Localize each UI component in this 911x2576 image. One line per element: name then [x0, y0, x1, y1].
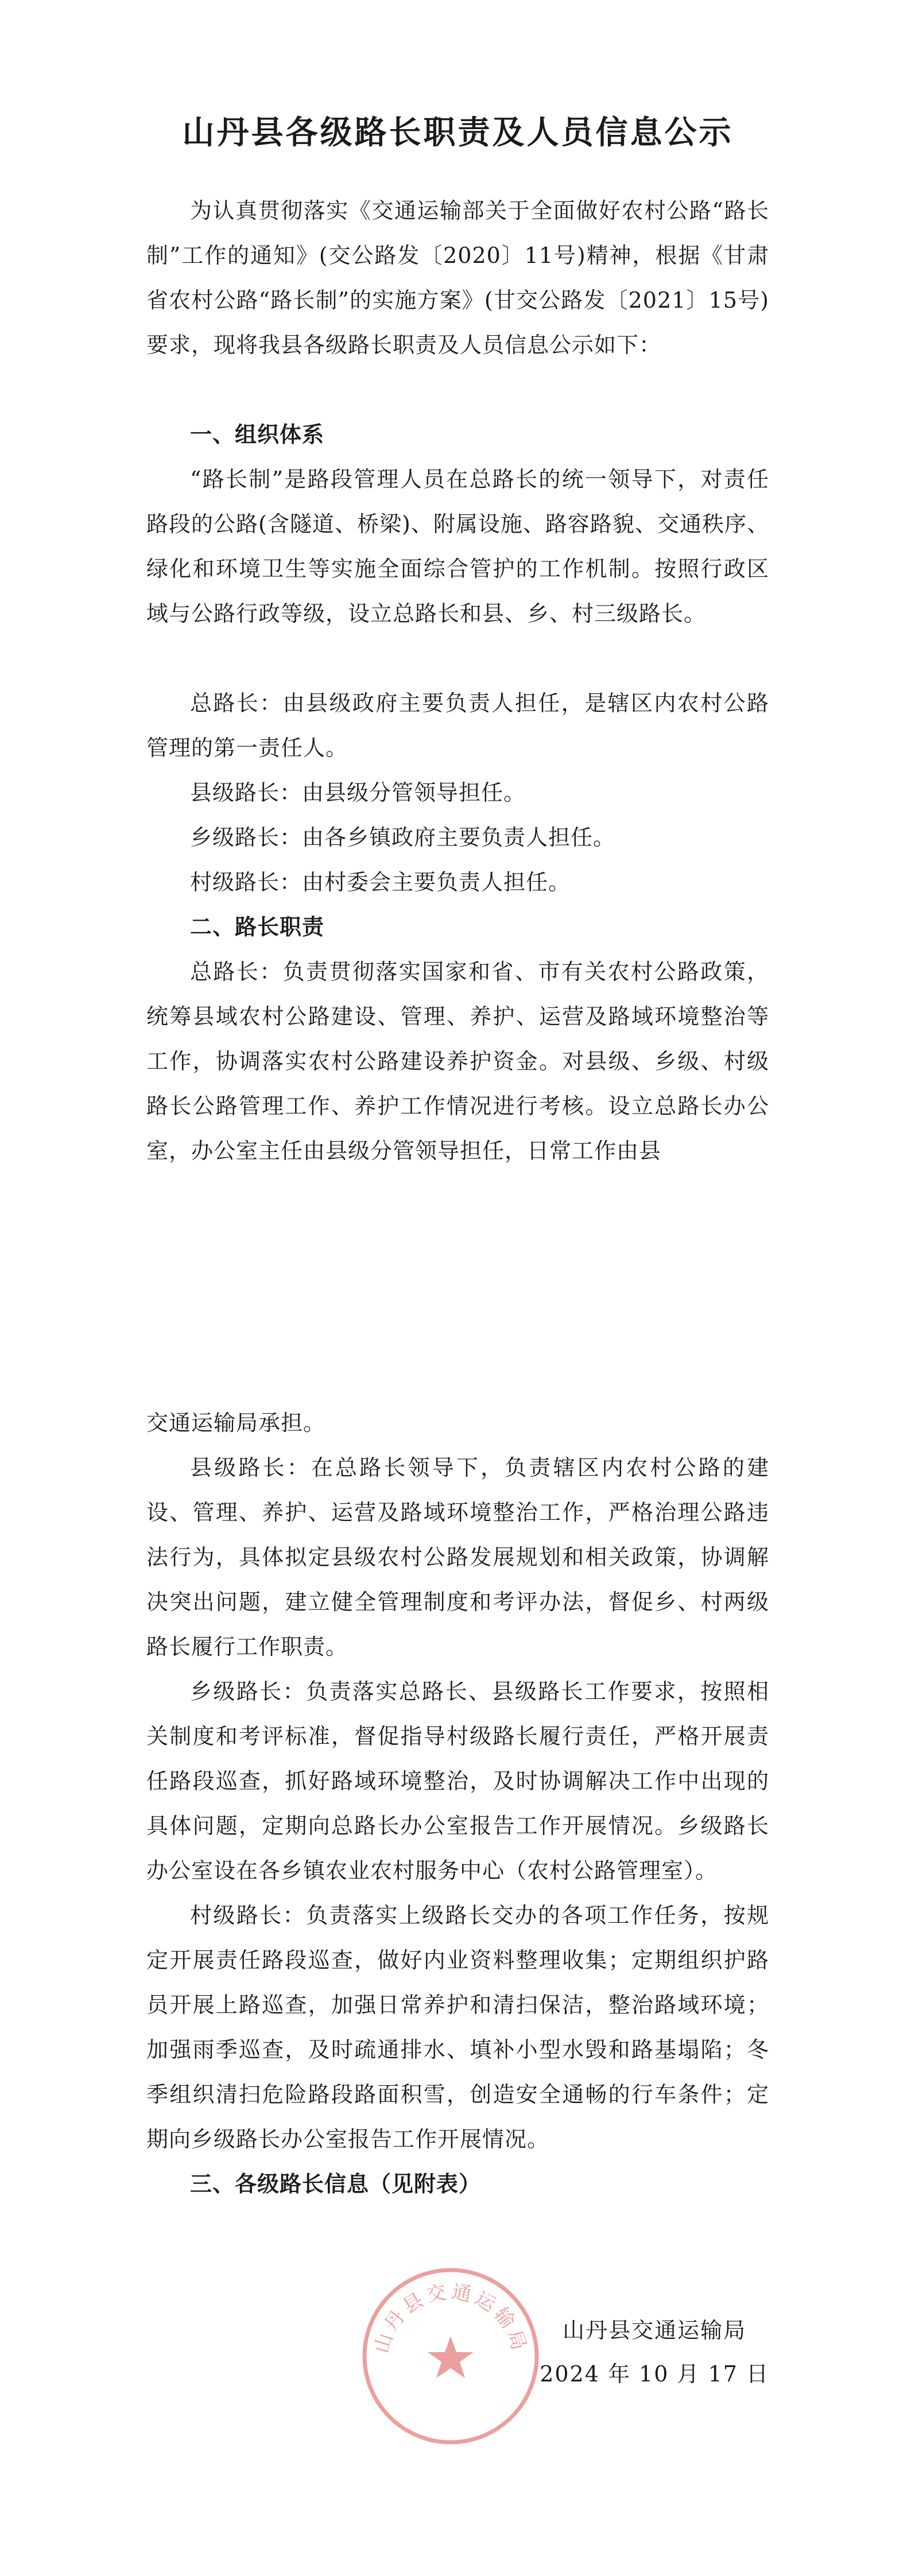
section-2-paragraph-chief-part1: 总路长：负责贯彻落实国家和省、市有关农村公路政策，统筹县域农村公路建设、管理、养护、运营及路域环境整治等工作，协调落实农村公路建设养护资金。对县级、乡级、村级路长公路管理工作、养护工作情况进行考核。设立总路长办公室，办公室主任由县级分管领导担任，日常工作由县: [146, 959, 769, 1163]
section-1-paragraph-chief: 总路长：由县级政府主要负责人担任，是辖区内农村公路管理的第一责任人。: [146, 690, 769, 761]
section-2-paragraph-county: 县级路长：在总路长领导下，负责辖区内农村公路的建设、管理、养护、运营及路域环境整治工作，严格治理公路违法行为，具体拟定县级农村公路发展规划和相关政策，协调解决突出问题，建立健全管理制度和考评办法，督促乡、村两级路长履行工作职责。: [146, 1455, 769, 1659]
official-seal-stamp: [356, 2261, 545, 2451]
section-2-paragraph-village: 村级路长：负责落实上级路长交办的各项工作任务，按规定开展责任路段巡查，做好内业资料整理收集；定期组织护路员开展上路巡查，加强日常养护和清扫保洁，整治路域环境；加强雨季巡查，及时疏通排水、填补小型水毁和路基塌陷；冬季组织清扫危险路段路面积雪，创造安全通畅的行车条件；定期向乡级路长办公室报告工作开展情况。: [146, 1903, 769, 2152]
section-2-paragraph-township: 乡级路长：负责落实总路长、县级路长工作要求，按照相关制度和考评标准，督促指导村级路长履行责任，严格开展责任路段巡查，抓好路域环境整治，及时协调解决工作中出现的具体问题，定期向总路长办公室报告工作开展情况。乡级路长办公室设在各乡镇农业农村服务中心（农村公路管理室）。: [146, 1679, 769, 1883]
seal-arc-text: 山丹县交通运输局: [370, 2280, 532, 2356]
document-page-1: [0, 0, 911, 1274]
section-1-heading: 一、组织体系: [190, 422, 325, 447]
section-1-paragraph-county: 县级路长：由县级分管领导担任。: [190, 780, 526, 805]
section-1-paragraph-village: 村级路长：由村委会主要负责人担任。: [190, 870, 571, 895]
page-gap: [0, 1274, 911, 1320]
section-1-paragraph-system: “路长制”是路段管理人员在总路长的统一领导下，对责任路段的公路(含隧道、桥梁)、附属设施、路容路貌、交通秩序、绿化和环境卫生等实施全面综合管护的工作机制。按照行政区域与公路行政等级，设立总路长和县、乡、村三级路长。: [146, 467, 769, 626]
seal-star-icon: [428, 2336, 474, 2378]
section-2-paragraph-chief-part2: 交通运输局承担。: [146, 1410, 326, 1436]
signature-date: 2024 年 10 月 17 日: [540, 2361, 769, 2387]
document-title: 山丹县各级路长职责及人员信息公示: [182, 114, 734, 152]
signature-org: 山丹县交通运输局: [563, 2318, 747, 2343]
intro-paragraph: 为认真贯彻落实《交通运输部关于全面做好农村公路“路长制”工作的通知》(交公路发〔2020〕11号)精神，根据《甘肃省农村公路“路长制”的实施方案》(甘交公路发〔2021〕15号)要求，现将我县各级路长职责及人员信息公示如下：: [146, 198, 769, 358]
section-3-heading: 三、各级路长信息（见附表）: [190, 2171, 482, 2197]
section-2-heading: 二、路长职责: [190, 914, 325, 940]
signature-block: [540, 2309, 769, 2396]
section-1-paragraph-township: 乡级路长：由各乡镇政府主要负责人担任。: [190, 825, 616, 850]
